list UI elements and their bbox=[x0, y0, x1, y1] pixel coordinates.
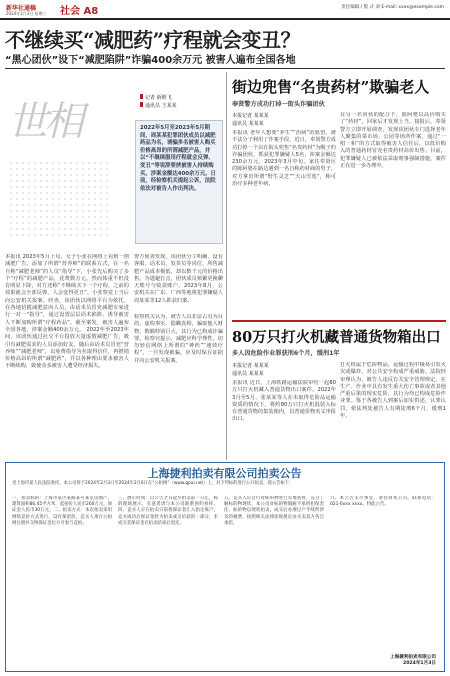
headline-rule bbox=[5, 68, 445, 69]
byline-correspondent: 通讯员 王某某 bbox=[145, 103, 177, 109]
notice-signature-text: 上海捷利拍卖有限公司 2024年1月3日 bbox=[390, 655, 436, 667]
editor-info: 责任编辑 / 版 式 刘 E-mail: xxxx@example.com bbox=[341, 5, 444, 10]
masthead bbox=[0, 0, 450, 20]
article-2-col-2: 打火机属于危险物品，运输过程中极易引发火灾或爆炸，对公共安全构成严重威胁。法院经审理认为，被告人违反有关安全管理规定，在生产、作业中具有发生重大伤亡事故或者其他严重后果的现实危险，其行为均已构成危险作业罪。鉴于各被告人到案后如实供述，认罪认罚，依法判处被告人有期徒刑6个月，缓刑1年。 bbox=[340, 362, 446, 420]
article-1-byline bbox=[232, 112, 269, 128]
byline-reporter: 记者 薛维飞 bbox=[145, 95, 172, 101]
article-2-col-1: 本报讯 近日，上海铁路运输法院审结一起80万只打火机藏入普通货物出口案件。2022年3月至5月，张某某等人在未取得危险品运输资质的情况下，将约80万只打火机混装入标有普通货物的集装箱内，以普通货物名义申报出口。 bbox=[232, 380, 336, 423]
paper-name: 新华社通稿 bbox=[6, 5, 37, 12]
lead-col-4-text: 2022年至2023年间，该团伙通过社交平台投放大量虚假减肥广告，吸引有减肥需求的人员添加好友。随后由话术员冒充“营养师”“减肥老师”，以免费指导为名取得信任，再推销价格高昂的所谓“减肥药”，并以各种理由要求被害人不断续购，致使众多被害人遭受经济损失。 bbox=[5, 326, 129, 370]
lead-headline: 不继续买“减肥药”疗程就会变丑？ bbox=[5, 28, 301, 52]
notice-col-3: 五、竞买人应自行对标的物进行实地查看，充分了解标的物现状，本公司对标的物瑕疵不承担担保责任。标的物以现状拍卖，成交后办理过户手续所涉及的税费，按照相关法律法规规定由买卖双方各自承担。 bbox=[224, 496, 324, 526]
section-label: 社会 A8 bbox=[60, 6, 99, 17]
lead-subhead: “黑心团伙”设下“减肥陷阱”诈骗400余万元 被害人遍布全国各地 bbox=[5, 55, 296, 66]
lead-byline bbox=[140, 94, 210, 110]
lead-col-1: 本报讯 2023年5月上旬，女子小张在网络上看到一则减肥广告，添加了所谓“营养师”的联系方式。在一名自称“减肥老师”的人员“指导”下，小张先后购买了多个“疗程”的减肥产品，花费数万元。然而体重不但没有明显下降，对方还称“不继续买下一个疗程，之前的效果就会全部反弹，人会变得更丑”。小张察觉上当后向公安机关报案。经查，该团伙以网络平台为依托，在各地招揽减肥意向人员，由话术员冒充减肥专家进行一对一“指导”，通过设置层层话术陷阱，诱导被害人不断加购所谓“疗程药品”。截至案发，被害人遍布全国各地，涉案金额400余万元。 2022年至2023年间，该团伙通过社交平台投放大量虚假减肥广告，吸引有减肥需求的人员添加好友。随后由话术员冒充“营养师”“减肥老师”，以免费指导为名取得信任，再推销价格高昂的所谓“减肥药”，并以各种理由要求被害人不断续购，致使众多被害人遭受经济损失。 bbox=[5, 254, 129, 370]
article-2-byline bbox=[232, 362, 269, 378]
byline-marker bbox=[140, 94, 143, 99]
article-1-reporter: 本报记者 某某某 bbox=[232, 113, 269, 119]
notice-title: 上海捷利拍卖有限公司拍卖公告 bbox=[147, 467, 302, 480]
article-divider bbox=[232, 320, 446, 322]
article-2-subtitle: 多人因危险作业罪获刑6个月，缓刑1年 bbox=[232, 350, 340, 357]
dot-pattern bbox=[8, 160, 108, 240]
byline-marker bbox=[140, 102, 143, 107]
article-1-col-1: 本报讯 老年人想要“养生”“治病”的愿望，被不法分子利用了作案手段。近日，奉贤警方成功打掉一个以在街头兜售“名贵药材”为幌子的诈骗团伙，抓获犯罪嫌疑人5名，涉案金额达230余万元。2023年3月中旬，家住奉贤区的陈阿婆在路边遇到一名自称药材商的男子，对方拿出所谓“野生灵芝”“天山雪莲”，称可治疗多种老年病。 bbox=[232, 130, 336, 188]
decor-graphic bbox=[8, 90, 108, 248]
column-divider bbox=[226, 72, 227, 460]
notice-intro: 受上海市某人民法院委托，本公司将于2024年2月3日至2024年2月6日在“公拍网”（www.gpai.net）上，对下列标的进行公开拍卖，现公告如下： bbox=[12, 481, 294, 486]
lead-col-2: 警方侦查发现，该团伙分工明确，设有客服、话术员、发货员等岗位，所售减肥产品成本极低，却以数千元的价格出售。为逃避打击，团伙成员频繁更换聊天账号与收款账户。2023年8月，公安机关在广东、广西等地将犯罪嫌疑人周某某等12人抓获归案。 bbox=[134, 254, 223, 304]
article-2-reporter: 本报记者 某某某 bbox=[232, 363, 269, 369]
article-1-subtitle: 奉贤警方成功打掉一街头诈骗团伙 bbox=[232, 101, 325, 108]
article-1-correspondent: 通讯员 某某某 bbox=[232, 121, 264, 127]
lead-summary-box: 2022年5月至2023年5月期间，周某某犯罪团伙成员以减肥药品为名，诱骗多名被害人购买价格高昂的所谓减肥产品，并以“不继续服用疗程就会反弹、变丑”等说辞要挟被害人持续购买，涉案金额达400余万元。日前，经检察机关提起公诉，法院依法对被告人作出判决。 bbox=[135, 120, 223, 244]
auction-notice bbox=[5, 462, 445, 672]
article-1-col-2: 在另一名同伙的配合下，陈阿婆以高价购买了“药材”，回家后才发现上当。接报后，奉贤警方立即开展调查，发现该团伙专门选择老年人聚集的菜市场、公园等场所作案，通过“一唱一和”的方式取得被害人信任后，以低价购入的普通药材冒充名贵药材高价出售。目前，犯罪嫌疑人已被依法采取刑事强制措施，案件正在进一步办理中。 bbox=[340, 112, 446, 170]
notice-col-4: 六、本公告未尽事宜，请咨询本公司。联系电话：021-6xxx xxxx。特此公告。 bbox=[330, 496, 436, 508]
page-date: 2024年1月3日 星期三 bbox=[6, 11, 47, 16]
decor-text: 世相 bbox=[8, 99, 80, 145]
article-2-correspondent: 通讯员 某某某 bbox=[232, 371, 264, 377]
notice-col-1: 一、拍卖标的：上海市某区某路某号某室房地产，建筑面积86.45平方米，起拍价人民币260万元，保证金人民币30万元。二、拍卖方式：本次拍卖采用网络竞价方式进行，设有保留价，竞买人须在公拍网注册并交纳保证金后方可参与竞拍。 bbox=[12, 496, 112, 526]
notice-col-2: 三、展示时间：自公告之日起至拍卖前一日止，标的现场展示，有意者请与本公司联系预约看样。四、竞买人应在拍卖日前将保证金汇入指定账户，竞买成功后保证金转为拍卖成交价款的一部分，未成交者保证金在拍卖结束后退还。 bbox=[118, 496, 218, 526]
notice-signature bbox=[390, 655, 436, 668]
article-1-title: 街边兜售“名贵药材”欺骗老人 bbox=[232, 78, 430, 96]
lead-col-3: 检察机关认为，被告人以非法占有为目的，虚构事实、隐瞒真相，骗取他人财物，数额特别巨大，其行为已构成诈骗罪。检察官提示，减肥应科学理性，切勿轻信网络上所谓的“神药”“速效疗程”，一旦发现被骗，应及时保存证据并向公安机关报案。 bbox=[134, 314, 223, 364]
article-2-title: 80万只打火机藏普通货物箱出口 bbox=[232, 329, 441, 346]
